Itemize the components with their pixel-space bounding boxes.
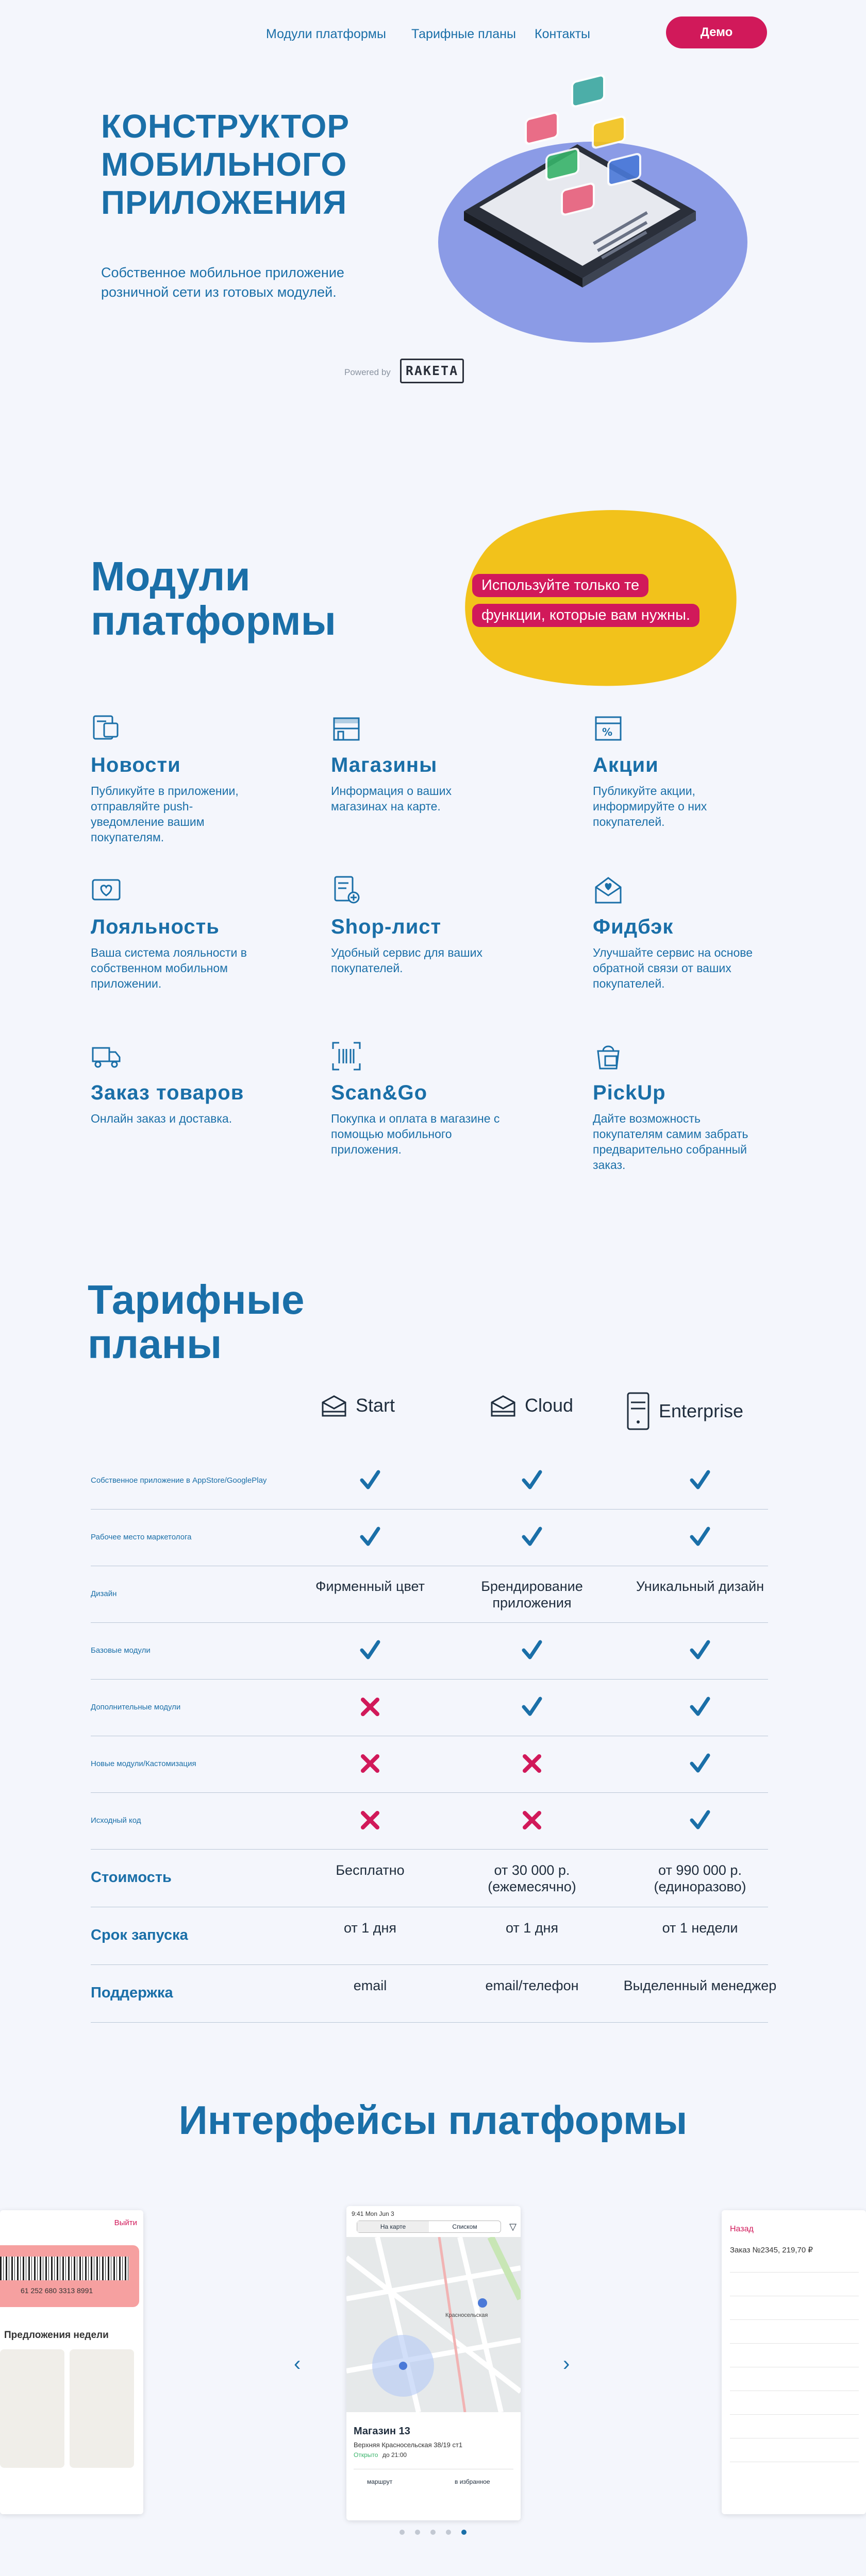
loyalty-icon — [91, 875, 122, 906]
screen-order — [722, 2210, 866, 2514]
plan-cell-text: от 990 000 р. (единоразово) — [654, 1862, 746, 1894]
module-card — [593, 713, 763, 829]
check-icon — [521, 1696, 543, 1718]
order-line — [730, 2414, 859, 2415]
cloud-icon — [320, 1391, 348, 1420]
logout-link[interactable]: Выйти — [114, 2218, 137, 2227]
module-title: Магазины — [331, 754, 438, 776]
order-title: Заказ №2345, 219,70 ₽ — [730, 2246, 813, 2255]
plan-cell-text: от 1 недели — [662, 1920, 738, 1936]
module-title: Лояльность — [91, 916, 220, 938]
order-line — [730, 2343, 859, 2344]
check-icon — [521, 1526, 543, 1548]
delivery-icon — [91, 1041, 122, 1072]
screen-stores — [346, 2206, 521, 2520]
module-card — [593, 1041, 763, 1173]
plan-cell-text: Брендирование приложения — [481, 1579, 583, 1611]
plan-cell-text: email/телефон — [485, 1978, 579, 1993]
cross-icon — [359, 1809, 381, 1832]
module-card — [91, 875, 261, 991]
module-card — [593, 875, 763, 991]
interfaces-section-title: Интерфейсы платформы — [178, 2097, 688, 2143]
back-link[interactable]: Назад — [730, 2225, 754, 2233]
route-button[interactable]: маршрут — [367, 2478, 393, 2485]
feedback-icon — [593, 875, 624, 906]
plan-cell-text: Бесплатно — [336, 1862, 405, 1878]
module-card — [331, 1041, 501, 1157]
hero-subtitle: Собственное мобильное приложение розничной сети из готовых модулей. — [101, 265, 344, 300]
plan-row-label: Базовые модули — [91, 1646, 151, 1655]
plan-row-label: Рабочее место маркетолога — [91, 1533, 192, 1541]
plan-cloud-label: Cloud — [525, 1395, 574, 1416]
plan-cell — [293, 1526, 447, 1551]
map-street-label: Красносельская — [445, 2312, 488, 2318]
module-description: Публикуйте в приложении, отправляйте push-уведомление вашим покупателям. — [91, 784, 239, 844]
offer-card[interactable] — [0, 2349, 64, 2468]
store-name: Магазин 13 — [354, 2426, 410, 2437]
modules-section-title: Модули платформы — [91, 553, 336, 643]
plan-cell-text: Выделенный менеджер — [623, 1978, 777, 1993]
plan-row — [91, 1965, 777, 2023]
plan-cell-text: от 1 дня — [343, 1920, 397, 1936]
plan-row — [91, 1736, 768, 1793]
module-title: Акции — [593, 754, 659, 776]
module-card — [331, 713, 501, 814]
view-toggle — [357, 2221, 501, 2233]
plan-cell — [623, 1526, 777, 1551]
tab-list[interactable]: Списком — [452, 2223, 477, 2230]
module-title: Новости — [91, 754, 181, 776]
plan-cell-text: Фирменный цвет — [315, 1579, 425, 1594]
plan-row-label: Срок запуска — [91, 1927, 188, 1943]
carousel-dot[interactable] — [415, 2530, 420, 2535]
module-title: Shop-лист — [331, 916, 442, 938]
plan-cell — [455, 1469, 609, 1494]
check-icon — [689, 1526, 711, 1548]
plan-row-label: Стоимость — [91, 1869, 172, 1886]
plan-cell — [623, 1639, 777, 1664]
plan-cell — [455, 1809, 609, 1834]
plan-start-label: Start — [356, 1395, 395, 1416]
demo-button[interactable]: Демо — [666, 16, 767, 48]
store-icon — [331, 713, 362, 744]
module-description: Онлайн заказ и доставка. — [91, 1112, 232, 1125]
carousel-next-arrow[interactable]: › — [563, 2352, 570, 2375]
check-icon — [689, 1469, 711, 1492]
module-card — [331, 875, 501, 976]
server-icon — [625, 1391, 652, 1431]
check-icon — [689, 1696, 711, 1718]
shoplist-icon — [331, 875, 362, 906]
news-icon — [91, 713, 122, 744]
module-description: Публикуйте акции, информируйте о них покупателей. — [593, 784, 707, 828]
module-title: Scan&Go — [331, 1081, 428, 1104]
module-description: Покупка и оплата в магазине с помощью мобильного приложения. — [331, 1112, 500, 1156]
plan-cell — [293, 1809, 447, 1834]
plan-row — [91, 1907, 768, 1965]
check-icon — [689, 1639, 711, 1662]
module-card — [91, 1041, 261, 1126]
plan-row-label: Поддержка — [91, 1985, 173, 2001]
callout-line1: Используйте только те — [472, 574, 648, 597]
module-description: Информация о ваших магазинах на карте. — [331, 784, 452, 813]
carousel-prev-arrow[interactable]: ‹ — [294, 2352, 301, 2375]
plan-cell — [293, 1752, 447, 1777]
store-card — [346, 2412, 521, 2520]
plan-row — [91, 1850, 768, 1907]
store-address: Верхняя Красносельская 38/19 ст1 — [354, 2441, 463, 2449]
status-bar-time: 9:41 Mon Jun 3 — [352, 2210, 394, 2217]
barcode — [0, 2257, 129, 2280]
carousel-dot[interactable] — [399, 2530, 405, 2535]
cloud-server-icon — [489, 1391, 518, 1420]
plan-row-label: Новые модули/Кастомизация — [91, 1759, 196, 1768]
plan-cell — [623, 1469, 777, 1494]
check-icon — [359, 1526, 381, 1548]
plan-cell — [623, 1809, 777, 1834]
carousel-dot[interactable] — [430, 2530, 436, 2535]
module-card — [91, 713, 261, 845]
plan-cell — [623, 1752, 777, 1777]
cross-icon — [521, 1752, 543, 1775]
plan-row — [91, 1510, 768, 1566]
module-description: Дайте возможность покупателям самим забрать предварительно собранный заказ. — [593, 1112, 748, 1172]
plan-cell — [293, 1639, 447, 1664]
module-title: Фидбэк — [593, 916, 674, 938]
check-icon — [521, 1639, 543, 1662]
barcode-number: 61 252 680 3313 8991 — [21, 2286, 93, 2295]
plan-row-label: Дизайн — [91, 1589, 117, 1598]
check-icon — [359, 1639, 381, 1662]
callout-blob — [454, 505, 747, 690]
cross-icon — [521, 1809, 543, 1832]
pickup-icon — [593, 1041, 624, 1072]
nav-plans-link[interactable]: Тарифные планы — [411, 27, 516, 41]
plan-cell — [455, 1639, 609, 1664]
nav-modules-link[interactable]: Модули платформы — [266, 27, 386, 41]
screen-loyalty — [0, 2210, 143, 2514]
check-icon — [689, 1752, 711, 1775]
plans-section-title: Тарифные планы — [88, 1277, 305, 1367]
carousel-dot[interactable] — [461, 2530, 467, 2535]
callout-line2: функции, которые вам нужны. — [472, 604, 700, 627]
plan-row — [91, 1453, 768, 1510]
plan-enterprise-label: Enterprise — [659, 1400, 744, 1421]
plan-cell-text: от 30 000 р. (ежемесячно) — [488, 1862, 576, 1894]
plan-cell — [293, 1469, 447, 1494]
weekly-offers-title: Предложения недели — [4, 2330, 109, 2341]
plan-row-label: Исходный код — [91, 1816, 141, 1825]
module-title: PickUp — [593, 1081, 666, 1104]
order-line — [730, 2319, 859, 2320]
plan-start-header — [320, 1391, 395, 1420]
promo-icon — [593, 713, 624, 744]
plan-cell-text: email — [353, 1978, 387, 1993]
plan-cell — [455, 1526, 609, 1551]
plan-cloud-header — [489, 1391, 573, 1420]
check-icon — [521, 1469, 543, 1492]
carousel-dot[interactable] — [446, 2530, 451, 2535]
plan-cell — [293, 1696, 447, 1721]
plan-row — [91, 1623, 768, 1680]
order-line — [730, 2272, 859, 2273]
svg-text:%: % — [602, 726, 613, 738]
scan-icon — [331, 1041, 362, 1072]
check-icon — [689, 1809, 711, 1832]
offer-card[interactable] — [70, 2349, 134, 2468]
store-open-status: Открыто — [354, 2451, 378, 2459]
plan-cell-text: Уникальный дизайн — [636, 1579, 764, 1594]
tab-map[interactable]: На карте — [357, 2221, 429, 2232]
cross-icon — [359, 1752, 381, 1775]
module-description: Удобный сервис для ваших покупателей. — [331, 946, 482, 975]
module-description: Улучшайте сервис на основе обратной связи от ваших покупателей. — [593, 946, 753, 990]
plan-row — [91, 1566, 768, 1623]
plan-row — [91, 1793, 768, 1850]
plan-enterprise-header — [625, 1391, 743, 1431]
store-open-until: до 21:00 — [382, 2451, 407, 2459]
raketa-logo: RAKETA — [400, 359, 464, 383]
plan-row-label: Собственное приложение в AppStore/GooglePlay — [91, 1476, 267, 1485]
hero-phone-illustration — [407, 72, 778, 350]
plan-row-label: Дополнительные модули — [91, 1703, 181, 1711]
hero-title: КОНСТРУКТОР МОБИЛЬНОГО ПРИЛОЖЕНИЯ — [101, 108, 350, 221]
filter-icon[interactable]: ▽ — [509, 2222, 517, 2232]
plan-cell — [623, 1696, 777, 1721]
module-title: Заказ товаров — [91, 1081, 244, 1104]
nav-contacts-link[interactable]: Контакты — [535, 27, 590, 41]
plan-cell — [455, 1696, 609, 1721]
favorite-button[interactable]: в избранное — [455, 2478, 490, 2485]
plan-cell-text: от 1 дня — [505, 1920, 559, 1936]
store-map[interactable] — [346, 2237, 521, 2412]
module-description: Ваша система лояльности в собственном мобильном приложении. — [91, 946, 247, 990]
cross-icon — [359, 1696, 381, 1718]
check-icon — [359, 1469, 381, 1492]
plan-row — [91, 1680, 768, 1736]
plan-cell — [455, 1752, 609, 1777]
powered-by-text: Powered by — [344, 367, 391, 377]
